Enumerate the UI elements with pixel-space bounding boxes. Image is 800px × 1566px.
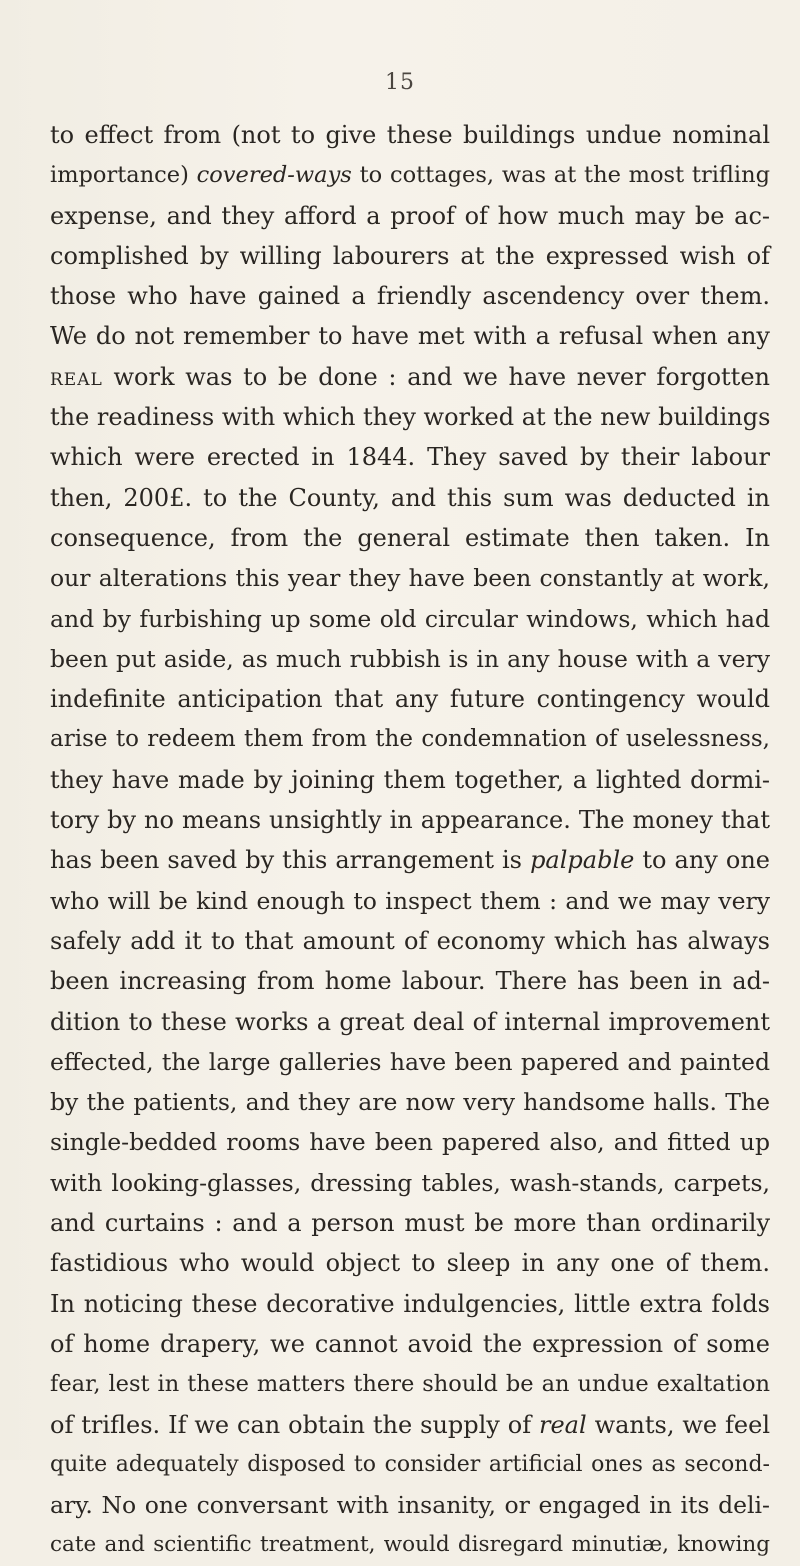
- emphasis-text: real: [539, 1410, 587, 1439]
- text-line: been put aside, as much rubbish is in any house with a very: [50, 644, 770, 673]
- text-line: then, 200£. to the County, and this sum was deducted in: [50, 483, 770, 512]
- text-line: of home drapery, we cannot avoid the expression of some: [50, 1329, 770, 1358]
- text-line: We do not remember to have met with a refusal when any: [50, 322, 770, 351]
- text-line: been increasing from home labour. There has been in ad-: [50, 967, 770, 996]
- text-line: tory by no means unsightly in appearance. The money that: [50, 806, 770, 835]
- text-line: fastidious who would object to sleep in any one of them.: [50, 1249, 770, 1278]
- text-line: quite adequately disposed to consider artificial ones as second-: [50, 1451, 770, 1477]
- text-line: expense, and they afford a proof of how much may be ac-: [50, 201, 770, 230]
- body-text: [50, 115, 770, 1566]
- text-line: who will be kind enough to inspect them : and we may very: [50, 886, 770, 915]
- emphasis-text: palpable: [530, 846, 635, 875]
- text-line: with looking-glasses, dressing tables, wash-stands, carpets,: [50, 1168, 770, 1197]
- text-line: they have made by joining them together, a lighted dormi-: [50, 765, 770, 794]
- text-line: safely add it to that amount of economy which has always: [50, 926, 770, 955]
- text-line: importance) covered-ways to cottages, was at the most trifling: [50, 162, 770, 189]
- text-line: of trifles. If we can obtain the supply of real wants, we feel: [50, 1410, 770, 1439]
- text-line: arise to redeem them from the condemnation of uselessness,: [50, 726, 770, 753]
- text-line: In noticing these decorative indulgencies, little extra folds: [50, 1289, 770, 1318]
- text-line: ary. No one conversant with insanity, or engaged in its deli-: [50, 1491, 770, 1520]
- page-number: 15: [385, 70, 415, 95]
- text-line: fear, lest in these matters there should be an undue exaltation: [50, 1371, 770, 1398]
- text-line: and by furbishing up some old circular windows, which had: [50, 604, 770, 633]
- text-line: to effect from (not to give these buildings undue nominal: [50, 121, 770, 149]
- text-line: effected, the large galleries have been papered and painted: [50, 1047, 770, 1076]
- text-line: which were erected in 1844. They saved by their labour: [50, 443, 770, 472]
- text-line: single-bedded rooms have been papered also, and fitted up: [50, 1128, 770, 1157]
- text-line: our alterations this year they have been constantly at work,: [50, 564, 770, 593]
- text-line: by the patients, and they are now very handsome halls. The: [50, 1088, 770, 1117]
- text-line: those who have gained a friendly ascendency over them.: [50, 282, 770, 311]
- text-line: consequence, from the general estimate then taken. In: [50, 523, 770, 552]
- text-line: indefinite anticipation that any future contingency would: [50, 685, 770, 714]
- text-line: complished by willing labourers at the expressed wish of: [50, 241, 770, 270]
- text-line: dition to these works a great deal of internal improvement: [50, 1007, 770, 1036]
- text-line: has been saved by this arrangement is palpable to any one: [50, 846, 770, 875]
- text-line: the readiness with which they worked at the new buildings: [50, 403, 771, 432]
- emphasis-text: real: [50, 362, 103, 391]
- emphasis-text: covered-ways: [196, 162, 352, 189]
- text-line: real work was to be done : and we have never forgotten: [50, 362, 770, 391]
- text-line: and curtains : and a person must be more than ordinarily: [50, 1209, 770, 1238]
- text-line: cate and scientific treatment, would disregard minutiæ, knowing: [50, 1532, 770, 1558]
